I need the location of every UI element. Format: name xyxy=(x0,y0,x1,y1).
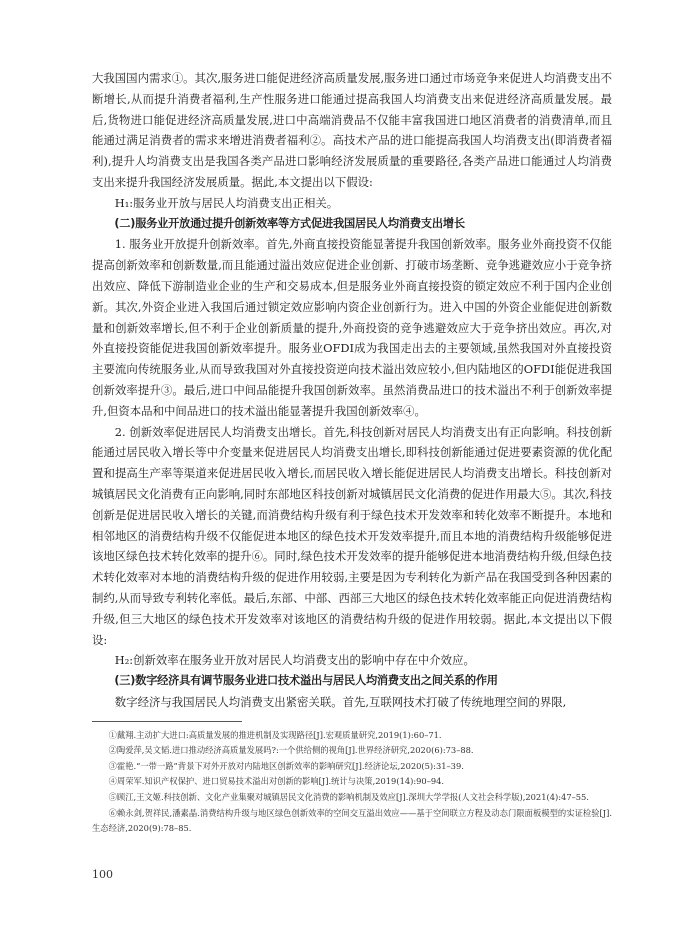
body-paragraph-1: 大我国国内需求①。其次,服务进口能促进经济高质量发展,服务进口通过市场竞争来促进人均消费支出不断增长,从而提升消费者福利,生产性服务进口能通过提高我国人均消费支出来促进经济高质量发展。最后,货物进口能促进经济高质量发展,进口中高端消费品不仅能丰富我国进口地区消费者的消费清单,而且能通过满足消费者的需求来增进消费者福利②。高技术产品的进口能提高我国人均消费支出(即消费者福利),提升人均消费支出是我国各类产品进口影响经济发展质量的重要路径,各类产品进口能通过人均消费支出来提升我国经济发展质量。据此,本文提出以下假设: xyxy=(92,71,612,189)
section-heading-3: (三)数字经济具有调节服务业进口技术溢出与居民人均消费支出之间关系的作用 xyxy=(114,674,498,688)
footnote-item: ⑤顾江,王文姬.科技创新、文化产业集聚对城镇居民文化消费的影响机制及效应[J].深圳大学学报(人文社会科学版),2021(4):47–55. xyxy=(108,792,589,803)
footnote-item: ③霍艳.“一带一路”背景下对外开放对内陆地区创新效率的影响研究[J].经济论坛,2020(5):31–39. xyxy=(108,760,464,771)
section-heading-2: (二)服务业开放通过提升创新效率等方式促进我国居民人均消费支出增长 xyxy=(114,216,465,230)
footnote-item: ①戴翔.主动扩大进口:高质量发展的推进机制及实现路径[J].宏观质量研究,2019(1):60–71. xyxy=(108,729,442,740)
article-page xyxy=(92,68,612,837)
footnote-item: ⑥赖永剑,贺祥民,潘素晶.消费结构升级与地区绿色创新效率的空间交互溢出效应——基于空间联立方程及动态门限面板模型的实证检验[J].生态经济,2020(9):78–85. xyxy=(92,807,612,834)
body-paragraph-4: 数字经济与我国居民人均消费支出紧密关联。首先,互联网技术打破了传统地理空间的界限, xyxy=(114,694,567,709)
footnote-divider xyxy=(92,721,242,722)
footnote-item: ②陶爱萍,吴文韬.进口推动经济高质量发展吗?:一个供给侧的视角[J].世界经济研究,2020(6):73–88. xyxy=(108,745,474,756)
body-paragraph-2: 1. 服务业开放提升创新效率。首先,外商直接投资能显著提升我国创新效率。服务业外商投资不仅能提高创新效率和创新数量,而且能通过溢出效应促进企业创新、打破市场垄断、竞争逃避效应小于竞争挤出效应、降低下游制造业企业的生产和交易成本,但是服务业外商直接投资的锁定效应不利于国内企业创新。其次,外资企业进入我国后通过锁定效应影响内资企业创新行为。进入中国的外资企业能促进创新数量和创新效率增长,但不利于企业创新质量的提升,外商投资的竞争逃避效应大于竞争挤出效应。再次,对外直接投资能促进我国创新效率提升。服务业OFDI成为我国走出去的主要领域,虽然我国对外直接投资主要流向传统服务业,从而导致我国对外直接投资逆向技术溢出效应较小,但内陆地区的OFDI能促进我国创新效率提升③。最后,进口中间品能提升我国创新效率。虽然消费品进口的技术溢出不利于创新效率提升,但资本品和中间品进口的技术溢出能显著提升我国创新效率④。 xyxy=(92,237,612,418)
hypothesis-h1: H₁:服务业开放与居民人均消费支出正相关。 xyxy=(114,195,339,210)
hypothesis-h2: H₂:创新效率在服务业开放对居民人均消费支出的影响中存在中介效应。 xyxy=(114,653,475,668)
footnotes xyxy=(92,728,612,837)
footnote-item: ④周荣军.知识产权保护、进口贸易技术溢出对创新的影响[J].统计与决策,2019(14):90–94. xyxy=(108,776,445,787)
page-number: 100 xyxy=(92,868,113,881)
body-paragraph-3: 2. 创新效率促进居民人均消费支出增长。首先,科技创新对居民人均消费支出有正向影响。科技创新能通过居民收入增长等中介变量来促进居民人均消费支出增长,即科技创新能通过促进要素资源的优化配置和提高生产率等渠道来促进居民收入增长,而居民收入增长能促进居民人均消费支出增长。科技创新对城镇居民文化消费有正向影响,同时东部地区科技创新对城镇居民文化消费的促进作用最大⑤。其次,科技创新是促进居民收入增长的关键,而消费结构升级有利于绿色技术开发效率和转化效率不断提升。本地和相邻地区的消费结构升级不仅能促进本地区的绿色技术开发效率提升,而且本地的消费结构升级能够促进该地区绿色技术转化效率的提升⑥。同时,绿色技术开发效率的提升能够促进本地消费结构升级,但绿色技术转化效率对本地的消费结构升级的促进作用较弱,主要是因为专利转化为新产品在我国受到各种因素的制约,从而导致专利转化率低。最后,东部、中部、西部三大地区的绿色技术转化效率能正向促进消费结构升级,但三大地区的绿色技术开发效率对该地区的消费结构升级的促进作用较弱。据此,本文提出以下假设: xyxy=(92,424,612,647)
